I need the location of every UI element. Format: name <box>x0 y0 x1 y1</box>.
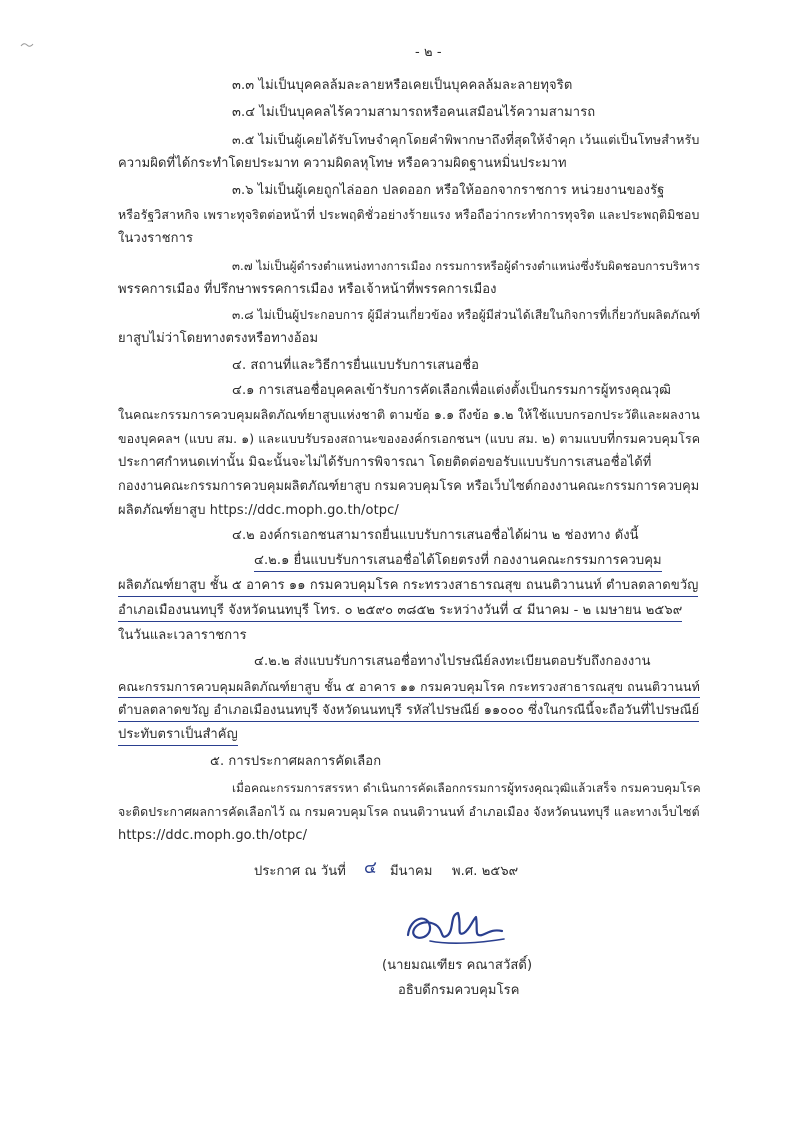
qualification-3-5-line2: ความผิดที่ได้กระทำโดยประมาท ความผิดลหุโทษ หรือความผิดฐานหมิ่นประมาท <box>118 156 567 171</box>
qualification-3-6-line2: หรือรัฐวิสาหกิจ เพราะทุจริตต่อหน้าที่ ประพฤติชั่วอย่างร้ายแรง หรือถือว่ากระทำการทุจริต และประพฤติมิชอบ <box>118 207 700 222</box>
section-4-2: ๔.๒ องค์กรเอกชนสามารถยื่นแบบรับการเสนอชื่อได้ผ่าน ๒ ช่องทาง ดังนี้ <box>232 528 639 543</box>
qualification-3-8-line1: ๓.๘ ไม่เป็นผู้ประกอบการ ผู้มีส่วนเกี่ยวข้อง หรือผู้มีส่วนได้เสียในกิจการที่เกี่ยวกับผลิตภัณฑ์ <box>232 308 701 322</box>
page-number: - ๒ - <box>415 45 442 60</box>
qualification-3-6-line1: ๓.๖ ไม่เป็นผู้เคยถูกไล่ออก ปลดออก หรือให้ออกจากราชการ หน่วยงานของรัฐ <box>232 183 665 198</box>
section-4-1-line4: ประกาศกำหนดเท่านั้น มิฉะนั้นจะไม่ได้รับการพิจารณา โดยติดต่อขอรับแบบรับการเสนอชื่อได้ที่ <box>118 455 652 470</box>
scan-mark <box>20 40 34 50</box>
section-4-1-line1: ๔.๑ การเสนอชื่อบุคคลเข้ารับการคัดเลือกเพื่อแต่งตั้งเป็นกรรมการผู้ทรงคุณวุฒิ <box>232 383 672 398</box>
section-4-2-2-line1: ๔.๒.๒ ส่งแบบรับการเสนอชื่อทางไปรษณีย์ลงทะเบียนตอบรับถึงกองงาน <box>254 654 651 669</box>
section-4-2-1-line4: ในวันและเวลาราชการ <box>118 628 247 643</box>
section-4-heading: ๔. สถานที่และวิธีการยื่นแบบรับการเสนอชื่อ <box>232 358 480 373</box>
section-4-2-2-line2: คณะกรรมการควบคุมผลิตภัณฑ์ยาสูบ ชั้น ๕ อาคาร ๑๑ กรมควบคุมโรค กระทรวงสาธารณสุข ถนนติวานนท์ <box>118 678 700 698</box>
announcement-month: มีนาคม <box>390 864 433 879</box>
section-5-line1: เมื่อคณะกรรมการสรรหา ดำเนินการคัดเลือกกรรมการผู้ทรงคุณวุฒิแล้วเสร็จ กรมควบคุมโรค <box>232 781 701 795</box>
announcement-day: ๔ <box>364 858 377 878</box>
section-4-1-line2: ในคณะกรรมการควบคุมผลิตภัณฑ์ยาสูบแห่งชาติ ตามข้อ ๑.๑ ถึงข้อ ๑.๒ ให้ใช้แบบกรอกประวัติและผลงาน <box>118 407 700 422</box>
qualification-3-6-line3: ในวงราชการ <box>118 231 194 246</box>
section-4-2-1-line3: อำเภอเมืองนนทบุรี จังหวัดนนทบุรี โทร. ๐ ๒๕๙๐ ๓๘๕๒ ระหว่างวันที่ ๔ มีนาคม - ๒ เมษายน ๒๕๖๙ <box>118 602 682 622</box>
signatory-title: อธิบดีกรมควบคุมโรค <box>398 983 520 998</box>
section-4-1-line5: กองงานคณะกรรมการควบคุมผลิตภัณฑ์ยาสูบ กรมควบคุมโรค หรือเว็บไซต์กองงานคณะกรรมการควบคุม <box>118 479 700 494</box>
qualification-3-7-line2: พรรคการเมือง ที่ปรึกษาพรรคการเมือง หรือเจ้าหน้าที่พรรคการเมือง <box>118 282 497 297</box>
section-5-heading: ๕. การประกาศผลการคัดเลือก <box>210 754 382 769</box>
section-4-2-1-line1: ๔.๒.๑ ยื่นแบบรับการเสนอชื่อได้โดยตรงที่ กองงานคณะกรรมการควบคุม <box>254 552 662 572</box>
qualification-3-8-line2: ยาสูบไม่ว่าโดยทางตรงหรือทางอ้อม <box>118 331 319 346</box>
section-5-line3: https://ddc.moph.go.th/otpc/ <box>118 828 308 843</box>
section-4-2-1-line2: ผลิตภัณฑ์ยาสูบ ชั้น ๕ อาคาร ๑๑ กรมควบคุมโรค กระทรวงสาธารณสุข ถนนติวานนท์ ตำบลตลาดขวัญ <box>118 577 698 597</box>
announcement-label: ประกาศ ณ วันที่ <box>254 864 346 879</box>
section-4-1-line3: ของบุคคลฯ (แบบ สม. ๑) และแบบรับรองสถานะขององค์กรเอกชนฯ (แบบ สม. ๒) ตามแบบที่กรมควบคุมโรค <box>118 431 701 446</box>
handwritten-signature <box>400 895 510 955</box>
qualification-3-4: ๓.๔ ไม่เป็นบุคคลไร้ความสามารถหรือคนเสมือนไร้ความสามารถ <box>232 105 596 120</box>
section-4-1-line6: ผลิตภัณฑ์ยาสูบ https://ddc.moph.go.th/otpc/ <box>118 503 399 518</box>
qualification-3-3: ๓.๓ ไม่เป็นบุคคลล้มละลายหรือเคยเป็นบุคคลล้มละลายทุจริต <box>232 78 573 93</box>
section-4-2-2-line4: ประทับตราเป็นสำคัญ <box>118 726 238 746</box>
qualification-3-7-line1: ๓.๗ ไม่เป็นผู้ดำรงตำแหน่งทางการเมือง กรรมการหรือผู้ดำรงตำแหน่งซึ่งรับผิดชอบการบริหาร <box>232 259 700 273</box>
announcement-year: พ.ศ. ๒๕๖๙ <box>452 864 519 879</box>
signatory-name: (นายมณเฑียร คณาสวัสดิ์) <box>382 958 533 973</box>
section-5-line2: จะติดประกาศผลการคัดเลือกไว้ ณ กรมควบคุมโรค ถนนติวานนท์ อำเภอเมือง จังหวัดนนทบุรี และทางเว็บไซต์ <box>118 805 700 819</box>
section-4-2-2-line3: ตำบลตลาดขวัญ อำเภอเมืองนนทบุรี จังหวัดนนทบุรี รหัสไปรษณีย์ ๑๑๐๐๐ ซึ่งในกรณีนี้จะถือวันที่ไปรษณีย์ <box>118 702 699 722</box>
qualification-3-5-line1: ๓.๕ ไม่เป็นผู้เคยได้รับโทษจำคุกโดยคำพิพากษาถึงที่สุดให้จำคุก เว้นแต่เป็นโทษสำหรับ <box>232 132 700 147</box>
